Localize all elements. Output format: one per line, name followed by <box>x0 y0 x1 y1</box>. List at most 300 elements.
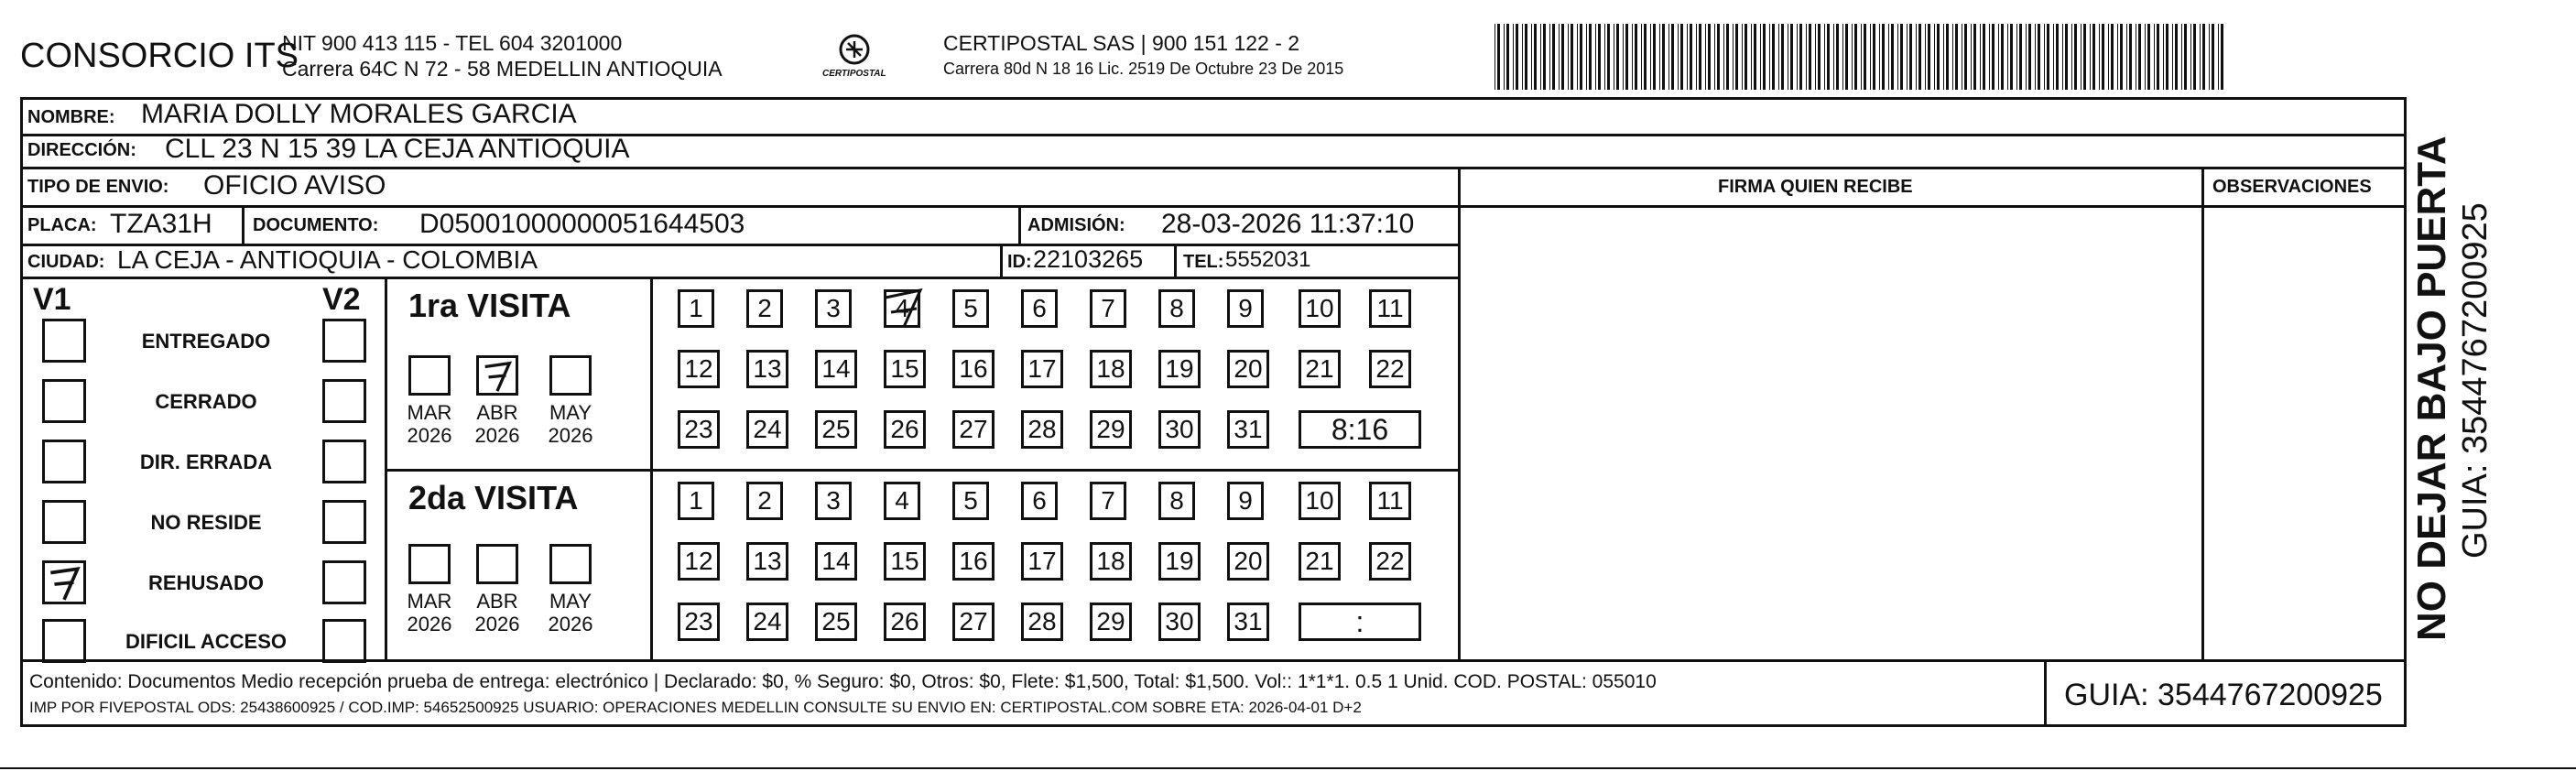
barcode-bar <box>1888 24 1889 90</box>
barcode-bar <box>1842 24 1843 90</box>
barcode-bar <box>1559 24 1560 90</box>
barcode-bar <box>1540 24 1541 90</box>
day-box[interactable]: 28 <box>1021 603 1063 641</box>
barcode-bar <box>1934 24 1935 90</box>
day-box[interactable]: 12 <box>678 350 720 388</box>
barcode-bar <box>1742 24 1743 90</box>
day-box[interactable]: 2 <box>746 289 783 328</box>
visit-time-box[interactable]: 8:16 <box>1299 410 1421 449</box>
admission-date: 28-03-2026 11:37:10 <box>1161 209 1415 239</box>
barcode-bar <box>2193 24 2196 90</box>
delivery-state-label: DIR. ERRADA <box>139 451 273 473</box>
row-divider <box>20 277 1458 279</box>
recipient-address: CLL 23 N 15 39 LA CEJA ANTIOQUIA <box>165 134 630 164</box>
observations-header: OBSERVACIONES <box>2212 177 2372 197</box>
barcode-bar <box>2129 24 2132 90</box>
day-box[interactable]: 7 <box>1090 482 1126 520</box>
visit-divider <box>385 469 1458 472</box>
side-notice: NO DEJAR BAJO PUERTA <box>2409 136 2454 641</box>
day-box[interactable]: 9 <box>1227 482 1264 520</box>
observations-column-divider <box>2201 167 2204 659</box>
barcode-bar <box>1946 24 1949 90</box>
barcode-bar <box>1751 24 1752 90</box>
month-label: MAR 2026 <box>407 401 452 448</box>
barcode-bar <box>1854 24 1857 90</box>
barcode-bar <box>2126 24 2127 90</box>
barcode-bar <box>2200 24 2201 90</box>
day-box[interactable]: 16 <box>952 542 995 581</box>
barcode-bar <box>2221 24 2223 90</box>
barcode-bar <box>1909 24 1912 90</box>
barcode-bar <box>1549 24 1550 90</box>
day-box[interactable]: 15 <box>884 542 926 581</box>
address-label: DIRECCIÓN: <box>27 140 136 160</box>
barcode-bar <box>2019 24 2022 90</box>
barcode-bar <box>2035 24 2036 90</box>
month-checkbox[interactable] <box>549 544 592 584</box>
barcode-bar <box>1690 24 1692 90</box>
barcode-bar <box>1907 24 1908 90</box>
barcode-bar <box>2044 24 2045 90</box>
barcode-bar <box>1644 24 1647 90</box>
barcode-bar <box>1809 24 1811 90</box>
barcode-bar <box>1955 24 1958 90</box>
day-box[interactable]: 23 <box>678 603 720 641</box>
day-box[interactable]: 6 <box>1021 482 1058 520</box>
row-divider <box>20 205 2407 208</box>
company-nit: NIT 900 413 115 - TEL 604 3201000 <box>282 31 623 55</box>
barcode-bar <box>1870 24 1871 90</box>
barcode-bar <box>1815 24 1816 90</box>
v2-checkbox[interactable] <box>322 619 366 663</box>
barcode-bar <box>2016 24 2017 90</box>
v2-checkbox[interactable] <box>322 319 366 363</box>
barcode-bar <box>1635 24 1637 90</box>
barcode-bar <box>1607 24 1610 90</box>
company-address: Carrera 64C N 72 - 58 MEDELLIN ANTIOQUIA <box>282 57 723 81</box>
barcode-bar <box>1973 24 1976 90</box>
day-box[interactable]: 11 <box>1369 289 1411 328</box>
days-divider <box>650 277 653 659</box>
barcode-bar <box>1879 24 1880 90</box>
document-number: D05001000000051644503 <box>419 209 745 239</box>
barcode-bar <box>2053 24 2054 90</box>
barcode-bar <box>2184 24 2187 90</box>
barcode <box>1495 24 2227 90</box>
v1-checkbox[interactable] <box>42 440 86 483</box>
barcode-bar <box>1723 24 1724 90</box>
day-box[interactable]: 9 <box>1227 289 1264 328</box>
barcode-bar <box>1852 24 1853 90</box>
barcode-bar <box>2157 24 2159 90</box>
day-box[interactable]: 1 <box>678 482 714 520</box>
barcode-bar <box>2065 24 2068 90</box>
barcode-bar <box>2062 24 2063 90</box>
barcode-bar <box>2190 24 2191 90</box>
company-name: CONSORCIO ITS <box>20 37 299 75</box>
barcode-bar <box>1797 24 1798 90</box>
admission-label: ADMISIÓN: <box>1027 215 1125 235</box>
second-visit-title: 2da VISITA <box>408 479 579 516</box>
row-divider <box>20 167 2407 169</box>
recipient-tel: 5552031 <box>1225 247 1311 272</box>
day-box[interactable]: 26 <box>884 603 926 641</box>
barcode-bar <box>1623 24 1624 90</box>
day-box[interactable]: 31 <box>1227 410 1269 449</box>
barcode-bar <box>1641 24 1642 90</box>
barcode-bar <box>1806 24 1807 90</box>
plate-divider <box>242 205 245 244</box>
barcode-bar <box>2202 24 2205 90</box>
barcode-bar <box>1790 24 1793 90</box>
delivery-state-label: CERRADO <box>155 390 257 413</box>
barcode-bar <box>1726 24 1729 90</box>
day-box[interactable]: 18 <box>1090 350 1132 388</box>
day-box[interactable]: 21 <box>1299 350 1341 388</box>
v2-checkbox[interactable] <box>322 379 366 423</box>
barcode-bar <box>2145 24 2146 90</box>
barcode-bar <box>2108 24 2109 90</box>
day-box[interactable]: 25 <box>815 603 857 641</box>
barcode-bar <box>1662 24 1665 90</box>
day-box[interactable]: 27 <box>952 603 995 641</box>
day-box[interactable]: 26 <box>884 410 926 449</box>
barcode-bar <box>1678 24 1679 90</box>
barcode-bar <box>1772 24 1775 90</box>
tel-divider <box>1174 244 1177 277</box>
send-type: OFICIO AVISO <box>203 170 386 201</box>
barcode-bar <box>2120 24 2123 90</box>
v2-checkbox[interactable] <box>322 500 366 544</box>
delivery-state-label: DIFICIL ACCESO <box>125 630 287 653</box>
day-box[interactable]: 20 <box>1227 350 1269 388</box>
day-box[interactable]: 11 <box>1369 482 1411 520</box>
barcode-bar <box>1595 24 1596 90</box>
v1-checkbox[interactable] <box>42 500 86 544</box>
barcode-bar <box>1980 24 1981 90</box>
visit-time-box[interactable]: : <box>1299 603 1421 641</box>
barcode-bar <box>2056 24 2059 90</box>
barcode-bar <box>1763 24 1766 90</box>
barcode-bar <box>1717 24 1720 90</box>
barcode-bar <box>1861 24 1862 90</box>
barcode-bar <box>1971 24 1972 90</box>
barcode-bar <box>1577 24 1578 90</box>
barcode-bar <box>1778 24 1779 90</box>
day-box[interactable]: 3 <box>815 289 852 328</box>
barcode-bar <box>2166 24 2168 90</box>
name-label: NOMBRE: <box>27 107 115 127</box>
send-type-label: TIPO DE ENVIO: <box>27 177 169 197</box>
barcode-bar <box>1580 24 1582 90</box>
barcode-bar <box>1604 24 1605 90</box>
v1-checkbox[interactable] <box>42 619 86 663</box>
barcode-bar <box>1525 24 1527 90</box>
barcode-bar <box>1937 24 1940 90</box>
barcode-bar <box>2218 24 2219 90</box>
day-box[interactable]: 31 <box>1227 603 1269 641</box>
tel-label: TEL: <box>1183 252 1224 272</box>
plate-label: PLACA: <box>27 215 97 235</box>
day-box[interactable]: 29 <box>1090 410 1132 449</box>
barcode-bar <box>1833 24 1834 90</box>
day-box[interactable]: 13 <box>746 350 788 388</box>
day-box[interactable]: 14 <box>815 350 857 388</box>
barcode-bar <box>2209 24 2210 90</box>
month-checkbox[interactable] <box>408 544 451 584</box>
day-box[interactable]: 28 <box>1021 410 1063 449</box>
day-box[interactable]: 20 <box>1227 542 1269 581</box>
barcode-bar <box>2074 24 2077 90</box>
barcode-bar <box>2117 24 2118 90</box>
barcode-bar <box>2102 24 2104 90</box>
barcode-bar <box>1522 24 1523 90</box>
barcode-bar <box>1705 24 1706 90</box>
day-box[interactable]: 6 <box>1021 289 1058 328</box>
content-line: Contenido: Documentos Medio recepción prueba de entrega: electrónico | Declarado: $0, % Seguro: $0, Otros: $0, Flete: $1,500, Total: $1,500. Vol:: 1*1*1. 0.5 1 Unid. COD. POSTAL: 055010 <box>29 671 1657 692</box>
day-box[interactable]: 15 <box>884 350 926 388</box>
plate: TZA31H <box>110 209 212 239</box>
barcode-bar <box>1680 24 1683 90</box>
barcode-bar <box>1586 24 1587 90</box>
month-label: MAY 2026 <box>548 590 593 636</box>
day-box[interactable]: 14 <box>815 542 857 581</box>
visits-divider <box>385 277 387 659</box>
barcode-bar <box>2175 24 2178 90</box>
imp-line: IMP POR FIVEPOSTAL ODS: 25438600925 / COD.IMP: 54652500925 USUARIO: OPERACIONES MEDELLIN CONSULTE SU ENVIO EN: CERTIPOSTAL.COM SOBRE ETA: 2026-04-01 D+2 <box>29 699 1362 716</box>
recipient-id: 22103265 <box>1033 245 1144 273</box>
barcode-bar <box>1916 24 1917 90</box>
barcode-bar <box>2181 24 2182 90</box>
first-visit-title: 1ra VISITA <box>408 287 571 324</box>
barcode-bar <box>1668 24 1669 90</box>
barcode-bar <box>1625 24 1628 90</box>
recipient-name: MARIA DOLLY MORALES GARCIA <box>141 99 577 129</box>
barcode-bar <box>1598 24 1601 90</box>
barcode-bar <box>1552 24 1555 90</box>
barcode-bar <box>1900 24 1903 90</box>
barcode-bar <box>1928 24 1930 90</box>
barcode-bar <box>1983 24 1985 90</box>
day-box[interactable]: 22 <box>1369 350 1411 388</box>
barcode-bar <box>1506 24 1509 90</box>
month-checkbox[interactable] <box>476 544 518 584</box>
barcode-bar <box>1699 24 1701 90</box>
barcode-bar <box>1534 24 1537 90</box>
barcode-bar <box>1735 24 1738 90</box>
barcode-bar <box>1827 24 1830 90</box>
day-box[interactable]: 10 <box>1299 482 1341 520</box>
barcode-bar <box>1824 24 1825 90</box>
guide-divider <box>2044 659 2047 727</box>
barcode-bar <box>1543 24 1546 90</box>
barcode-bar <box>1754 24 1756 90</box>
v1-checkbox[interactable] <box>42 319 86 363</box>
barcode-bar <box>1864 24 1866 90</box>
day-box[interactable]: 4 <box>884 289 920 328</box>
row-divider <box>20 659 2407 662</box>
day-box[interactable]: 21 <box>1299 542 1341 581</box>
day-box[interactable]: 30 <box>1158 603 1201 641</box>
carrier-name: CERTIPOSTAL SAS | 900 151 122 - 2 <box>943 31 1300 55</box>
barcode-bar <box>2007 24 2008 90</box>
barcode-bar <box>1561 24 1564 90</box>
id-divider <box>1000 244 1003 277</box>
barcode-bar <box>1659 24 1660 90</box>
day-box[interactable]: 5 <box>952 289 989 328</box>
day-box[interactable]: 10 <box>1299 289 1341 328</box>
day-box[interactable]: 22 <box>1369 542 1411 581</box>
barcode-bar <box>1845 24 1848 90</box>
barcode-bar <box>1781 24 1784 90</box>
day-box[interactable]: 4 <box>884 482 920 520</box>
barcode-bar <box>2001 24 2004 90</box>
side-guide: GUIA: 3544767200925 <box>2456 202 2494 559</box>
barcode-bar <box>1836 24 1839 90</box>
admission-divider <box>1018 205 1021 244</box>
month-label: ABR 2026 <box>474 401 520 448</box>
day-box[interactable]: 7 <box>1090 289 1126 328</box>
barcode-bar <box>1497 24 1500 90</box>
id-label: ID: <box>1007 252 1032 272</box>
month-label: MAR 2026 <box>407 590 452 636</box>
v2-header: V2 <box>322 282 361 317</box>
day-box[interactable]: 23 <box>678 410 720 449</box>
barcode-bar <box>1632 24 1633 90</box>
logo-text: CERTIPOSTAL <box>822 69 886 79</box>
barcode-bar <box>2047 24 2049 90</box>
carrier-address: Carrera 80d N 18 16 Lic. 2519 De Octubre 23 De 2015 <box>943 60 1344 78</box>
barcode-bar <box>1516 24 1518 90</box>
day-box[interactable]: 2 <box>746 482 783 520</box>
barcode-bar <box>1992 24 1994 90</box>
barcode-bar <box>2092 24 2095 90</box>
v1-header: V1 <box>33 282 71 317</box>
barcode-bar <box>2147 24 2150 90</box>
barcode-bar <box>2010 24 2013 90</box>
barcode-bar <box>1943 24 1944 90</box>
day-box[interactable]: 24 <box>746 410 788 449</box>
barcode-bar <box>1918 24 1921 90</box>
barcode-bar <box>1671 24 1674 90</box>
barcode-bar <box>2138 24 2141 90</box>
day-box[interactable]: 24 <box>746 603 788 641</box>
barcode-bar <box>1799 24 1802 90</box>
barcode-bar <box>1998 24 1999 90</box>
month-label: MAY 2026 <box>548 401 593 448</box>
v1-checkbox[interactable] <box>42 560 86 604</box>
barcode-bar <box>1818 24 1821 90</box>
barcode-bar <box>2071 24 2072 90</box>
barcode-bar <box>1891 24 1894 90</box>
day-box[interactable]: 8 <box>1158 289 1195 328</box>
certipostal-logo <box>813 29 896 86</box>
city-label: CIUDAD: <box>27 252 105 272</box>
day-box[interactable]: 8 <box>1158 482 1195 520</box>
footer-guide: GUIA: 3544767200925 <box>2064 678 2383 712</box>
day-box[interactable]: 3 <box>815 482 852 520</box>
barcode-bar <box>2163 24 2164 90</box>
barcode-bar <box>1760 24 1761 90</box>
document-label: DOCUMENTO: <box>253 215 379 235</box>
day-box[interactable]: 29 <box>1090 603 1132 641</box>
barcode-bar <box>2028 24 2031 90</box>
day-box[interactable]: 27 <box>952 410 995 449</box>
barcode-bar <box>1513 24 1514 90</box>
barcode-bar <box>1989 24 1990 90</box>
barcode-bar <box>1616 24 1619 90</box>
v1-checkbox[interactable] <box>42 379 86 423</box>
delivery-state-label: REHUSADO <box>148 571 264 594</box>
barcode-bar <box>2154 24 2155 90</box>
barcode-bar <box>1650 24 1651 90</box>
v2-checkbox[interactable] <box>322 440 366 483</box>
barcode-bar <box>1882 24 1885 90</box>
day-box[interactable]: 5 <box>952 482 989 520</box>
day-box[interactable]: 1 <box>678 289 714 328</box>
delivery-state-label: ENTREGADO <box>141 330 271 353</box>
barcode-bar <box>2172 24 2173 90</box>
barcode-bar <box>1708 24 1711 90</box>
barcode-bar <box>2212 24 2214 90</box>
barcode-bar <box>1745 24 1747 90</box>
signature-header: FIRMA QUIEN RECIBE <box>1718 177 1913 197</box>
day-box[interactable]: 30 <box>1158 410 1201 449</box>
month-checkbox[interactable] <box>408 355 451 396</box>
day-box[interactable]: 17 <box>1021 350 1063 388</box>
barcode-bar <box>1504 24 1505 90</box>
delivery-state-label: NO RESIDE <box>150 511 262 534</box>
day-box[interactable]: 19 <box>1158 350 1201 388</box>
month-label: ABR 2026 <box>474 590 520 636</box>
barcode-bar <box>2083 24 2086 90</box>
barcode-bar <box>2038 24 2040 90</box>
barcode-bar <box>1964 24 1967 90</box>
city: LA CEJA - ANTIOQUIA - COLOMBIA <box>117 245 538 274</box>
day-box[interactable]: 18 <box>1090 542 1132 581</box>
barcode-bar <box>1653 24 1656 90</box>
barcode-bar <box>2111 24 2114 90</box>
barcode-bar <box>1687 24 1688 90</box>
day-box[interactable]: 13 <box>746 542 788 581</box>
barcode-bar <box>1571 24 1573 90</box>
barcode-bar <box>1873 24 1875 90</box>
signature-column-divider <box>1458 167 1461 659</box>
barcode-bar <box>1568 24 1569 90</box>
barcode-bar <box>1531 24 1532 90</box>
barcode-bar <box>1733 24 1734 90</box>
month-checkbox[interactable] <box>476 355 518 396</box>
barcode-bar <box>2099 24 2100 90</box>
bottom-edge <box>0 767 2576 769</box>
barcode-bar <box>1696 24 1697 90</box>
barcode-bar <box>1925 24 1926 90</box>
barcode-bar <box>1769 24 1770 90</box>
barcode-bar <box>1952 24 1953 90</box>
barcode-bar <box>2090 24 2091 90</box>
day-box[interactable]: 16 <box>952 350 995 388</box>
barcode-bar <box>1897 24 1898 90</box>
day-box[interactable]: 19 <box>1158 542 1201 581</box>
barcode-bar <box>1714 24 1715 90</box>
day-box[interactable]: 25 <box>815 410 857 449</box>
v2-checkbox[interactable] <box>322 560 366 604</box>
barcode-bar <box>2026 24 2027 90</box>
day-box[interactable]: 17 <box>1021 542 1063 581</box>
day-box[interactable]: 12 <box>678 542 720 581</box>
barcode-bar <box>1589 24 1592 90</box>
month-checkbox[interactable] <box>549 355 592 396</box>
